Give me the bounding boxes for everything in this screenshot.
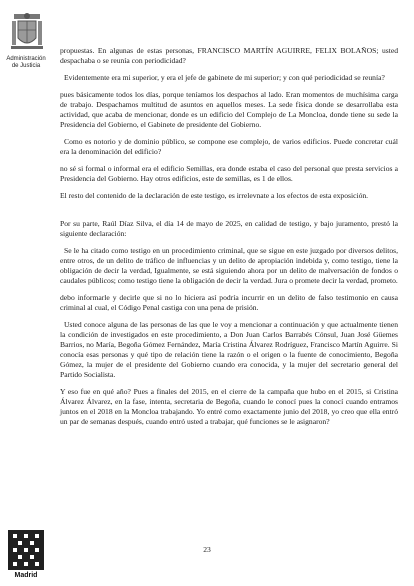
- coat-of-arms-icon: [10, 12, 44, 54]
- paragraph: Como es notorio y de dominio público, se compone ese complejo, de varios edificios. Puede concretar cuál era la denominación del edificio?: [60, 137, 398, 156]
- paragraph: Por su parte, Raúl Díaz Silva, el día 14 de mayo de 2025, en calidad de testigo, y bajo juramento, prestó la siguiente declaración:: [60, 219, 398, 238]
- paragraph: El resto del contenido de la declaración de este testigo, es irrelevnate a los efectos de esta exposición.: [60, 191, 369, 200]
- paragraph: Usted conoce alguna de las personas de las que le voy a mencionar a continuación y que actualmente tienen la condición de investigados en este procedimiento, a Don Juan Carlos Barrabés Cónsul, Juan José Güemes Barrios, no María, Begoña Gómez Fernández, María Cristina Álvarez Rodríguez, Francisco Martín Aguirre. Si conocía esas personas y qué tipo de relación tiene la razón o el origen o la fuente de conocimiento, Begoña Gómez, la mujer de el presidente del Gobierno cuando era conocida, y la mujer del secretario general del Partido Socialista.: [60, 320, 398, 379]
- paragraph: pues básicamente todos los días, porque teníamos los despachos al lado. Eran momentos de muchísima carga de trabajo. Despachamos multitud de asuntos en aquellos meses. La sede física donde se desarrollaba esta actividad, que acaba de mencionar, donde es un edificio del Complejo de La Moncloa, donde tiene su sede la Presidencia del Gobierno, el Gabinete de presidente del Gobierno.: [60, 90, 398, 129]
- left-sidebar: [0, 0, 50, 586]
- paragraph: Se le ha citado como testigo en un procedimiento criminal, que se sigue en este juzgado por diversos delitos, entre otros, de un delito de tráfico de influencias y un delito de apropiación indebida y, como testigo, tiene la obligación de decir la verdad, Igualmente, se está siguiendo ahora por un delito de malversación de fondos o caudales públicos; como testigo tiene la obligación de decir la verdad. Jura o promete decir la verdad, prometo.: [60, 246, 398, 285]
- paragraph: Evidentemente era mi superior, y era el jefe de gabinete de mi superior; y con qué periodicidad se reunía?: [64, 73, 385, 82]
- document-body: [60, 46, 398, 434]
- paragraph: propuestas. En algunas de estas personas, FRANCISCO MARTÍN AGUIRRE, FELIX BOLAÑOS; usted despachaba o se reunía con periodicidad?: [60, 46, 398, 65]
- madrid-label: Madrid: [14, 572, 38, 579]
- paragraph: Y eso fue en qué año? Pues a finales del 2015, en el cierre de la campaña que hubo en el 2015, si Cristina Álvarez Álvarez, en la fase, intenta, secretaria de Begoña, cuando le conocí pues la conocí cuando entramos juntos en el 2018 en la Moncloa trabajando. Yo entré como exactamente junio del 2018, yo creo que ella entró un par de semanas después, cuando entró usted a trabajar, qué funciones se le asignaron?: [60, 387, 398, 426]
- ministry-label: Administración de Justicia: [6, 56, 46, 69]
- paragraph: debo informarle y decirle que si no lo hiciera así podría incurrir en un delito de falso testimonio en causa criminal al cual, el Código Penal castiga con una pena de prisión.: [60, 293, 398, 312]
- paragraph: no sé si formal o informal era el edificio Semillas, era donde estaba el caso del personal que presta servicios a Presidencia del Gobierno. Hay otros edificios, este de semillas, es 1 de ellos.: [60, 164, 398, 183]
- page-number: 23: [203, 545, 211, 554]
